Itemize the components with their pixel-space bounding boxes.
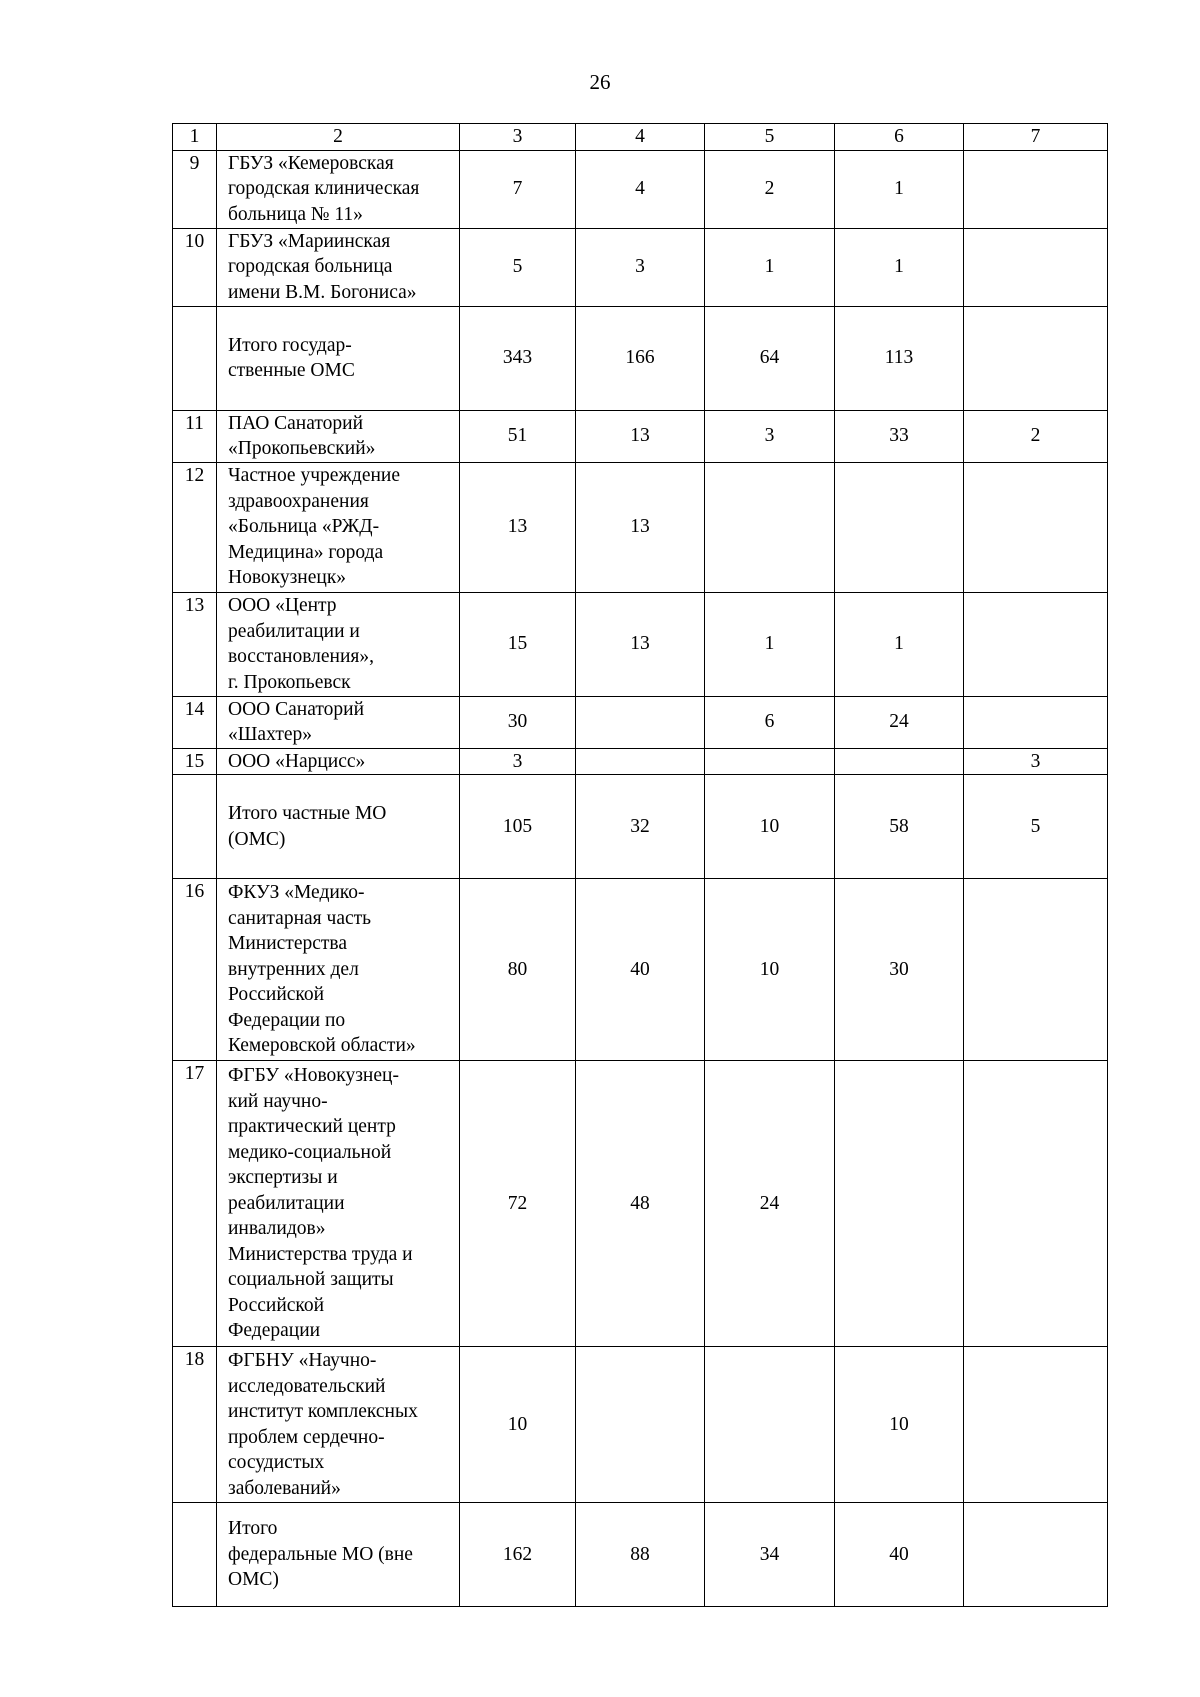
- value-cell-c7: [964, 150, 1108, 228]
- organization-name-line: Министерства: [228, 933, 348, 955]
- organization-name-line: Итого частные МО: [228, 803, 387, 824]
- organization-name-line: реабилитации: [228, 1192, 345, 1214]
- organization-name-cell: [217, 1061, 460, 1347]
- table-row: [173, 410, 1108, 462]
- organization-name-line: федеральные МО (вне: [228, 1543, 413, 1565]
- document-table: [172, 123, 1108, 1607]
- value-cell-c4: 3: [576, 228, 705, 306]
- row-number-cell: 16: [173, 879, 217, 1061]
- organization-name-line: экспертизы и: [228, 1167, 338, 1189]
- value-cell-c4: 13: [576, 410, 705, 462]
- value-cell-c3: 5: [460, 228, 576, 306]
- organization-name-line: проблем сердечно-: [228, 1426, 385, 1448]
- table-row: [173, 775, 1108, 879]
- organization-name-cell: [217, 306, 460, 410]
- table-row: [173, 1061, 1108, 1347]
- value-cell-c4: 48: [576, 1061, 705, 1347]
- organization-name-line: институт комплексных: [228, 1401, 418, 1422]
- organization-name-cell: [217, 462, 460, 592]
- organization-name-line: ООО Санаторий: [228, 698, 365, 720]
- value-cell-c4: [576, 696, 705, 748]
- organization-name-line: ФКУЗ «Медико-: [228, 882, 365, 904]
- organization-name-line: заболеваний»: [228, 1477, 341, 1499]
- organization-name-line: ООО «Нарцисс»: [228, 750, 366, 772]
- organization-name-cell: [217, 1347, 460, 1503]
- organization-name-line: ственные ОМС: [228, 360, 355, 381]
- organization-name-line: Российской: [228, 984, 325, 1006]
- value-cell-c7: [964, 879, 1108, 1061]
- row-number-cell: [173, 1503, 217, 1607]
- value-cell-c3: 343: [460, 306, 576, 410]
- header-cell: 5: [705, 124, 835, 151]
- value-cell-c6: [835, 462, 964, 592]
- row-number-cell: [173, 775, 217, 879]
- organization-name-line: ООО «Центр: [228, 595, 337, 616]
- table-row: [173, 696, 1108, 748]
- value-cell-c3: 51: [460, 410, 576, 462]
- table-row: [173, 748, 1108, 775]
- organization-name-line: Новокузнецк»: [228, 567, 347, 589]
- row-number-cell: 11: [173, 410, 217, 462]
- organization-name-line: Федерации по: [228, 1009, 346, 1031]
- organization-name-line: ПАО Санаторий: [228, 412, 364, 434]
- organization-name-line: ГБУЗ «Кемеровская: [228, 152, 394, 174]
- value-cell-c6: [835, 1061, 964, 1347]
- value-cell-c5: 10: [705, 879, 835, 1061]
- value-cell-c3: 7: [460, 150, 576, 228]
- table-row: [173, 879, 1108, 1061]
- value-cell-c7: [964, 696, 1108, 748]
- value-cell-c5: 1: [705, 592, 835, 696]
- organization-name-line: Федерации: [228, 1320, 321, 1342]
- organization-name-line: Итого государ-: [228, 334, 352, 356]
- value-cell-c3: 72: [460, 1061, 576, 1347]
- row-number-cell: 15: [173, 748, 217, 775]
- value-cell-c5: 34: [705, 1503, 835, 1607]
- value-cell-c4: [576, 748, 705, 775]
- organization-name-line: реабилитации и: [228, 620, 360, 642]
- value-cell-c3: 105: [460, 775, 576, 879]
- organization-name-line: имени В.М. Богониса»: [228, 281, 417, 303]
- value-cell-c5: [705, 748, 835, 775]
- table-row: [173, 1503, 1108, 1607]
- organization-name-cell: [217, 410, 460, 462]
- value-cell-c7: [964, 1061, 1108, 1347]
- value-cell-c5: 6: [705, 696, 835, 748]
- value-cell-c4: 32: [576, 775, 705, 879]
- value-cell-c5: 3: [705, 410, 835, 462]
- organization-name-line: исследовательский: [228, 1375, 386, 1397]
- header-cell: 3: [460, 124, 576, 151]
- header-cell: 6: [835, 124, 964, 151]
- organization-name-line: городская клиническая: [228, 178, 420, 200]
- organization-name-line: санитарная часть: [228, 907, 372, 929]
- value-cell-c5: 1: [705, 228, 835, 306]
- value-cell-c5: 10: [705, 775, 835, 879]
- value-cell-c4: 166: [576, 306, 705, 410]
- value-cell-c4: [576, 1347, 705, 1503]
- header-cell: 1: [173, 124, 217, 151]
- value-cell-c5: [705, 1347, 835, 1503]
- value-cell-c3: 80: [460, 879, 576, 1061]
- value-cell-c7: [964, 1503, 1108, 1607]
- organization-name-cell: [217, 879, 460, 1061]
- value-cell-c7: [964, 592, 1108, 696]
- value-cell-c5: 64: [705, 306, 835, 410]
- organization-name-line: г. Прокопьевск: [228, 671, 351, 693]
- value-cell-c7: [964, 1347, 1108, 1503]
- table-row: [173, 228, 1108, 306]
- value-cell-c7: 2: [964, 410, 1108, 462]
- value-cell-c3: 15: [460, 592, 576, 696]
- organization-name-line: Частное учреждение: [228, 465, 400, 487]
- value-cell-c4: 13: [576, 462, 705, 592]
- row-number-cell: 12: [173, 462, 217, 592]
- organization-name-line: ФГБНУ «Научно-: [228, 1350, 377, 1371]
- row-number-cell: [173, 306, 217, 410]
- row-number-cell: 18: [173, 1347, 217, 1503]
- organization-name-cell: [217, 748, 460, 775]
- organization-name-cell: [217, 150, 460, 228]
- header-cell: 2: [217, 124, 460, 151]
- row-number-cell: 10: [173, 228, 217, 306]
- value-cell-c6: 40: [835, 1503, 964, 1607]
- value-cell-c7: [964, 306, 1108, 410]
- value-cell-c4: 13: [576, 592, 705, 696]
- row-number-cell: 14: [173, 696, 217, 748]
- organization-name-cell: [217, 592, 460, 696]
- organization-name-line: Российской: [228, 1294, 325, 1316]
- organization-name-cell: [217, 775, 460, 879]
- organization-name-line: Медицина» города: [228, 541, 384, 563]
- organization-name-cell: [217, 696, 460, 748]
- value-cell-c5: 2: [705, 150, 835, 228]
- organization-name-line: практический центр: [228, 1116, 396, 1138]
- value-cell-c6: 1: [835, 592, 964, 696]
- organization-name-line: (ОМС): [228, 828, 286, 850]
- organization-name-cell: [217, 228, 460, 306]
- organization-name-line: городская больница: [228, 256, 393, 278]
- value-cell-c4: 40: [576, 879, 705, 1061]
- organization-name-line: инвалидов»: [228, 1218, 326, 1240]
- organization-name-line: Министерства труда и: [228, 1243, 413, 1265]
- value-cell-c6: 58: [835, 775, 964, 879]
- organization-name-line: «Больница «РЖД-: [228, 516, 380, 538]
- value-cell-c6: 1: [835, 228, 964, 306]
- value-cell-c3: 10: [460, 1347, 576, 1503]
- value-cell-c5: 24: [705, 1061, 835, 1347]
- value-cell-c7: [964, 228, 1108, 306]
- organization-name-line: ГБУЗ «Мариинская: [228, 230, 391, 252]
- organization-name-line: Кемеровской области»: [228, 1035, 416, 1057]
- page-number: 26: [589, 70, 611, 94]
- value-cell-c3: 162: [460, 1503, 576, 1607]
- value-cell-c6: 113: [835, 306, 964, 410]
- value-cell-c6: 10: [835, 1347, 964, 1503]
- value-cell-c4: 4: [576, 150, 705, 228]
- organization-name-line: сосудистых: [228, 1452, 325, 1473]
- header-cell: 4: [576, 124, 705, 151]
- organization-name-line: медико-социальной: [228, 1141, 392, 1163]
- organization-name-line: Итого: [228, 1518, 278, 1540]
- organization-name-cell: [217, 1503, 460, 1607]
- organization-name-line: социальной защиты: [228, 1269, 394, 1291]
- table-row: [173, 306, 1108, 410]
- value-cell-c6: 1: [835, 150, 964, 228]
- value-cell-c3: 13: [460, 462, 576, 592]
- organization-name-line: восстановления»,: [228, 646, 375, 667]
- table-row: [173, 462, 1108, 592]
- table-row: [173, 1347, 1108, 1503]
- header-cell: 7: [964, 124, 1108, 151]
- value-cell-c7: [964, 462, 1108, 592]
- table-header-row: [173, 124, 1108, 151]
- organization-name-line: кий научно-: [228, 1090, 328, 1112]
- value-cell-c4: 88: [576, 1503, 705, 1607]
- organization-name-line: ОМС): [228, 1569, 279, 1591]
- organization-name-line: здравоохранения: [228, 490, 369, 512]
- organization-name-line: ФГБУ «Новокузнец-: [228, 1065, 399, 1087]
- organization-name-line: больница № 11»: [228, 203, 363, 225]
- table-row: [173, 592, 1108, 696]
- table-row: [173, 150, 1108, 228]
- row-number-cell: 13: [173, 592, 217, 696]
- value-cell-c7: 3: [964, 748, 1108, 775]
- value-cell-c3: 3: [460, 748, 576, 775]
- value-cell-c7: 5: [964, 775, 1108, 879]
- row-number-cell: 9: [173, 150, 217, 228]
- organization-name-line: внутренних дел: [228, 958, 359, 980]
- value-cell-c6: 24: [835, 696, 964, 748]
- value-cell-c3: 30: [460, 696, 576, 748]
- value-cell-c5: [705, 462, 835, 592]
- value-cell-c6: [835, 748, 964, 775]
- organization-name-line: «Шахтер»: [228, 724, 313, 745]
- row-number-cell: 17: [173, 1061, 217, 1347]
- value-cell-c6: 30: [835, 879, 964, 1061]
- value-cell-c6: 33: [835, 410, 964, 462]
- organization-name-line: «Прокопьевский»: [228, 438, 376, 459]
